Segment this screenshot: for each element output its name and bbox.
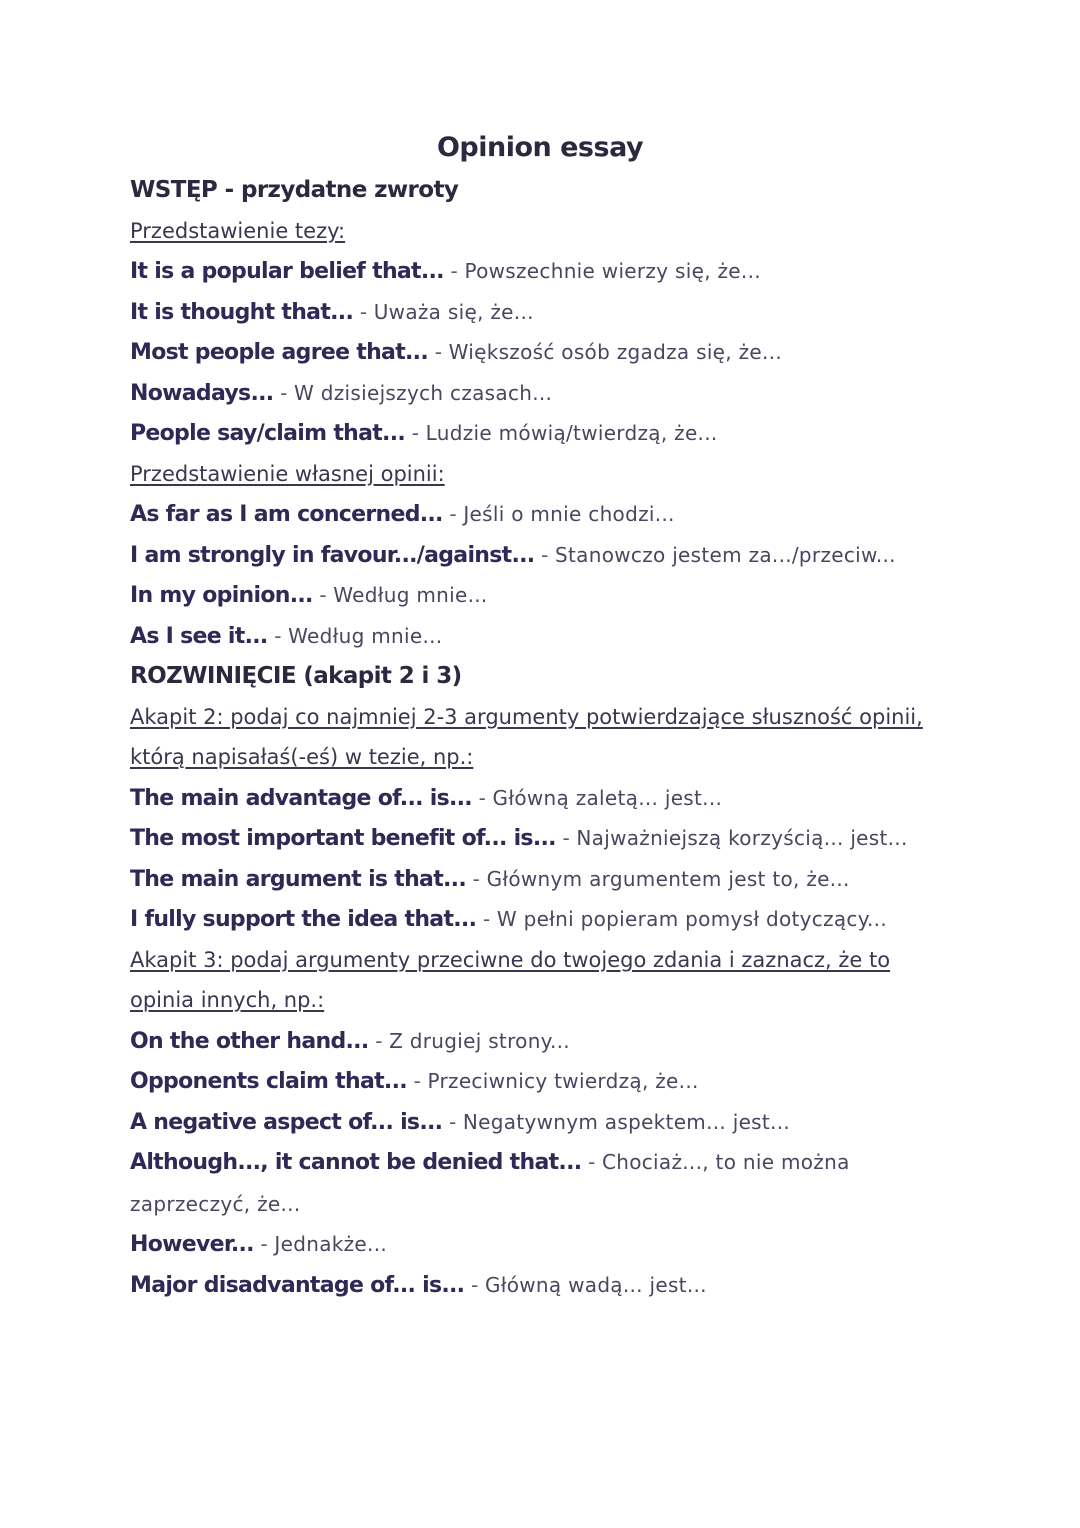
- intro-heading: WSTĘP - przydatne zwroty: [130, 177, 459, 203]
- polish-translation: Według mnie...: [288, 623, 443, 648]
- english-phrase: A negative aspect of... is...: [130, 1109, 443, 1135]
- polish-translation: Z drugiej strony...: [389, 1028, 570, 1053]
- page-title: Opinion essay: [436, 132, 644, 163]
- separator: -: [359, 299, 368, 324]
- english-phrase: Opponents claim that...: [130, 1069, 407, 1094]
- separator: -: [319, 583, 327, 607]
- paragraph2-subhead: Akapit 2: podaj co najmniej 2-3 argumenty potwierdzające słuszność opinii, którą napisałaś(-eś) w tezie, np.:: [130, 704, 923, 769]
- opinion-subhead: Przedstawienie własnej opinii:: [130, 461, 445, 486]
- paragraph3-subhead: Akapit 3: podaj argumenty przeciwne do twojego zdania i zaznacz, że to opinia innych, np.:: [130, 947, 891, 1012]
- phrase-entry: [130, 373, 960, 414]
- polish-translation: Według mnie...: [333, 583, 488, 607]
- english-phrase: Major disadvantage of... is...: [130, 1272, 465, 1298]
- english-phrase: As I see it...: [130, 623, 268, 649]
- polish-translation: Główną zaletą... jest...: [492, 785, 723, 810]
- polish-translation: W pełni popieram pomysł dotyczący...: [496, 907, 887, 931]
- polish-translation: Przeciwnicy twierdzą, że...: [427, 1069, 699, 1093]
- polish-translation: Uważa się, że...: [373, 299, 534, 324]
- separator: -: [280, 380, 288, 405]
- phrase-entry: [130, 859, 960, 900]
- phrase-entry: [130, 899, 960, 940]
- phrase-entry: [130, 494, 960, 535]
- separator: -: [588, 1150, 596, 1174]
- english-phrase: I am strongly in favour.../against...: [130, 542, 535, 568]
- separator: -: [471, 1272, 479, 1297]
- english-phrase: The most important benefit of... is...: [130, 826, 556, 851]
- phrase-entry: [130, 1265, 960, 1306]
- english-phrase: Although..., it cannot be denied that...: [130, 1150, 582, 1175]
- separator: -: [413, 1069, 421, 1093]
- separator: -: [482, 907, 491, 931]
- phrase-entry: [130, 292, 960, 333]
- phrase-entry: [130, 535, 960, 576]
- separator: -: [472, 866, 480, 891]
- separator: -: [449, 502, 457, 526]
- separator: -: [411, 421, 419, 445]
- phrase-entry: [130, 1061, 960, 1102]
- english-phrase: It is thought that...: [130, 299, 354, 325]
- phrase-entry: [130, 251, 960, 292]
- separator: -: [260, 1232, 268, 1256]
- separator: -: [448, 1109, 457, 1134]
- polish-translation: Powszechnie wierzy się, że...: [464, 259, 761, 283]
- phrase-entry: [130, 778, 960, 819]
- english-phrase: I fully support the idea that...: [130, 907, 477, 932]
- phrase-entry: [130, 575, 960, 616]
- english-phrase: People say/claim that...: [130, 421, 406, 446]
- english-phrase: The main argument is that...: [130, 866, 466, 892]
- polish-translation: W dzisiejszych czasach...: [294, 380, 553, 405]
- body-heading: ROZWINIĘCIE (akapit 2 i 3): [130, 663, 462, 689]
- phrase-entry: [130, 332, 960, 373]
- english-phrase: On the other hand...: [130, 1028, 369, 1054]
- separator: -: [541, 542, 549, 567]
- english-phrase: Nowadays...: [130, 380, 274, 406]
- separator: -: [375, 1028, 383, 1053]
- english-phrase: Most people agree that...: [130, 340, 428, 365]
- separator: -: [274, 623, 282, 648]
- separator: -: [478, 785, 486, 810]
- polish-translation: Chociaż..., to nie można zaprzeczyć, że...: [130, 1150, 850, 1216]
- phrase-entry: [130, 616, 960, 657]
- polish-translation: Głównym argumentem jest to, że...: [486, 866, 850, 891]
- english-phrase: As far as I am concerned...: [130, 502, 443, 527]
- polish-translation: Jeśli o mnie chodzi...: [463, 502, 675, 526]
- english-phrase: The main advantage of... is...: [130, 785, 472, 811]
- polish-translation: Negatywnym aspektem... jest...: [462, 1109, 791, 1134]
- phrase-entry: [130, 1021, 960, 1062]
- phrase-entry: [130, 818, 960, 859]
- polish-translation: Stanowczo jestem za.../przeciw...: [555, 542, 896, 567]
- english-phrase: However...: [130, 1232, 254, 1257]
- polish-translation: Najważniejszą korzyścią... jest...: [576, 826, 908, 850]
- polish-translation: Większość osób zgadza się, że...: [448, 340, 782, 364]
- english-phrase: In my opinion...: [130, 583, 313, 608]
- separator: -: [450, 259, 458, 283]
- polish-translation: Ludzie mówią/twierdzą, że...: [425, 421, 718, 445]
- separator: -: [434, 340, 442, 364]
- thesis-subhead: Przedstawienie tezy:: [130, 218, 346, 243]
- document-content: [130, 170, 960, 1305]
- phrase-entry: [130, 1102, 960, 1143]
- polish-translation: Jednakże...: [274, 1232, 388, 1256]
- english-phrase: It is a popular belief that...: [130, 259, 444, 284]
- phrase-entry: [130, 1142, 850, 1224]
- separator: -: [562, 826, 570, 850]
- polish-translation: Główną wadą... jest...: [484, 1272, 707, 1297]
- phrase-entry: [130, 1224, 960, 1265]
- phrase-entry: [130, 413, 960, 454]
